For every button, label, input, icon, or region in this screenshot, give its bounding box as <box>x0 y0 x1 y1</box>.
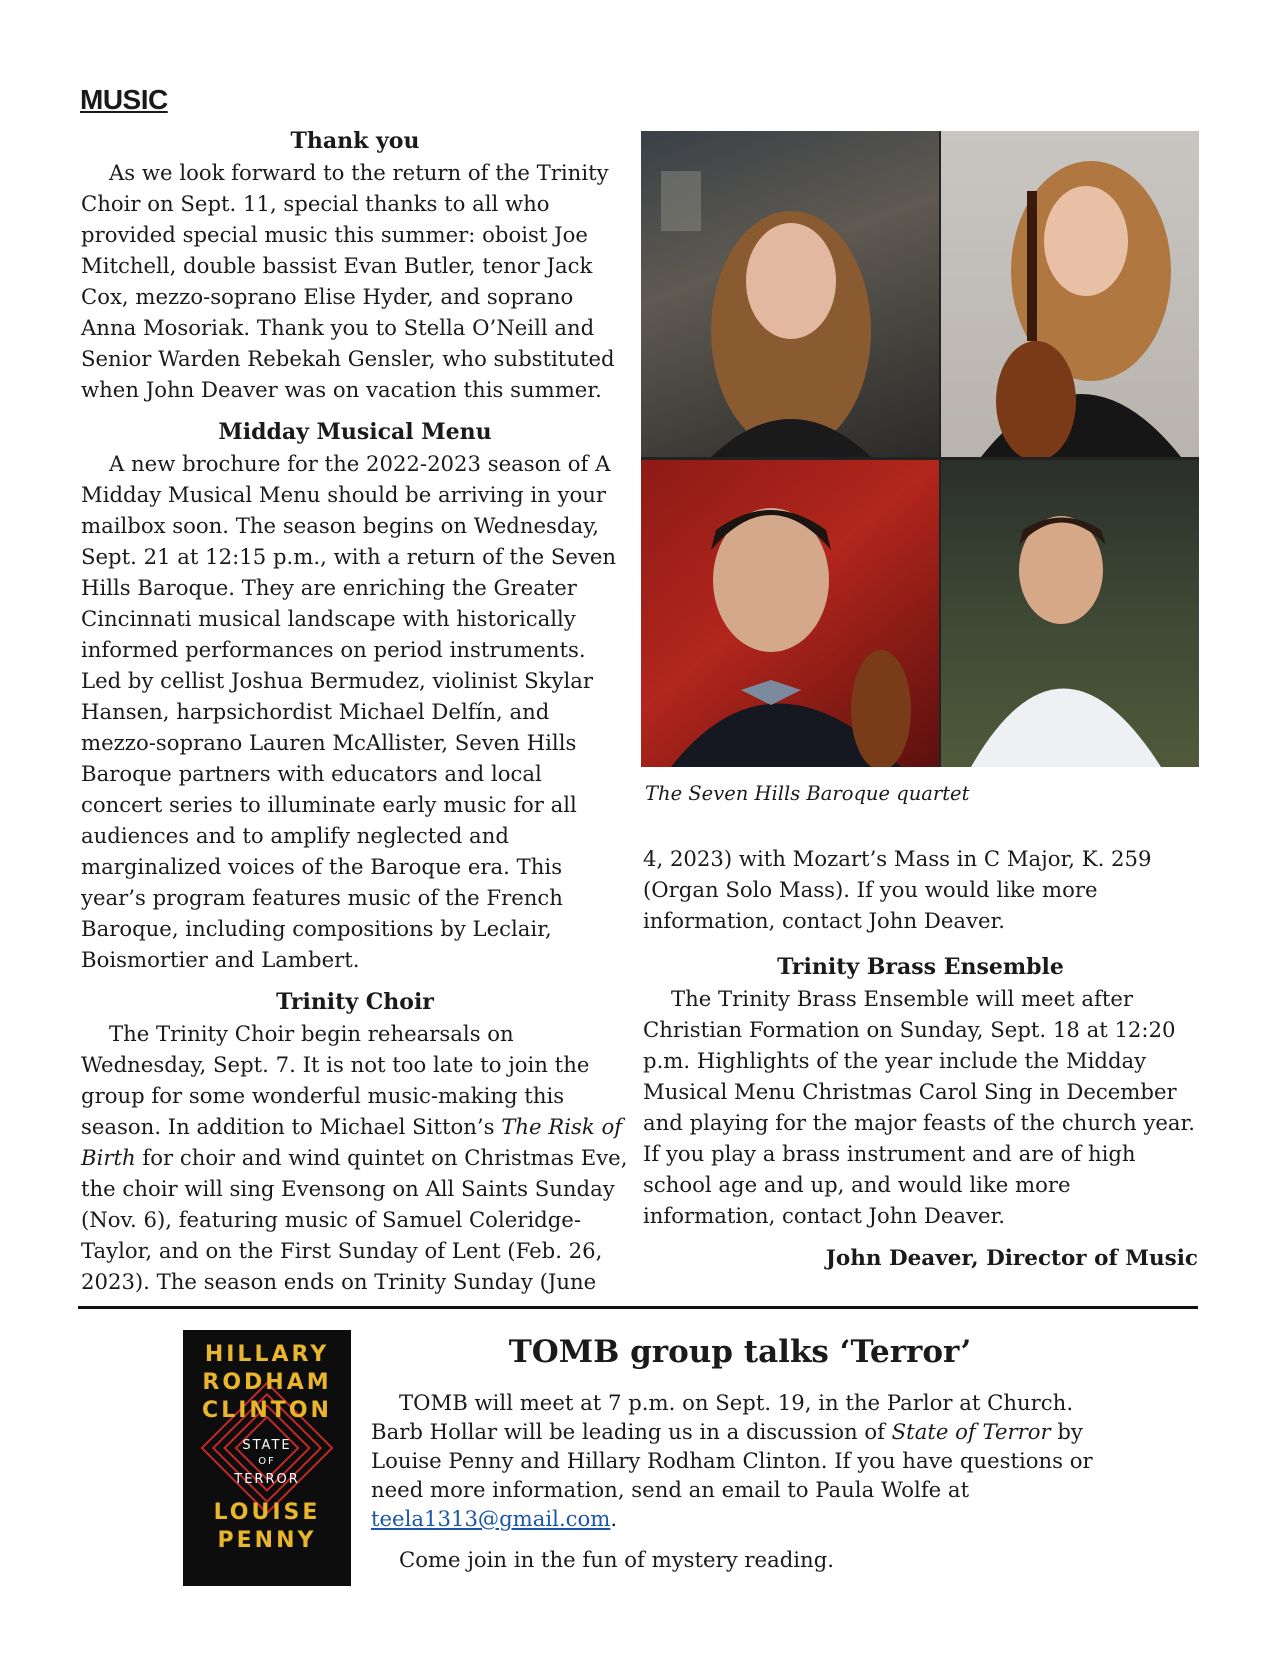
book-cover <box>183 1330 351 1586</box>
choir-heading: Trinity Choir <box>276 989 434 1015</box>
brass-heading: Trinity Brass Ensemble <box>777 954 1064 980</box>
tomb-book-title: State of Terror <box>891 1419 1051 1444</box>
tomb-closing: Come join in the fun of mystery reading. <box>399 1547 835 1572</box>
book-author-line-3: CLINTON <box>202 1398 332 1423</box>
book-author-line-4: LOUISE <box>213 1500 321 1525</box>
book-author-line-5: PENNY <box>217 1528 317 1553</box>
book-author-line-2: RODHAM <box>202 1370 332 1395</box>
choir-body-part-b: for choir and wind quintet on Christmas Eve, the choir will sing Evensong on All Saints Sunday (Nov. 6), featuring music of Samuel Coleridge-Taylor, and on the First Sunday of Lent (Feb. 26, 2023). The season ends on Trinity Sunday (June <box>81 1145 628 1294</box>
quartet-photo-violinist <box>941 131 1199 457</box>
choir-continued: 4, 2023) with Mozart’s Mass in C Major, K. 259 (Organ Solo Mass). If you would like more information, contact John Deaver. <box>643 846 1152 933</box>
choir-work-title: The Risk of Birth <box>81 1114 623 1170</box>
book-title-line-2: OF <box>258 1456 276 1467</box>
section-title: MUSIC <box>80 84 168 115</box>
book-title-line-1: STATE <box>242 1438 292 1453</box>
left-column <box>81 126 629 1309</box>
tomb-paragraph <box>371 1388 1111 1533</box>
thank-you-heading: Thank you <box>290 128 420 154</box>
email-link[interactable]: teela1313@gmail.com <box>371 1506 611 1531</box>
quartet-photo-grid <box>641 131 1199 767</box>
book-title-line-3: TERROR <box>234 1472 300 1487</box>
right-column-brass <box>643 952 1198 1286</box>
signature: John Deaver, Director of Music <box>825 1246 1198 1271</box>
tomb-body-part-c: . <box>610 1506 618 1531</box>
book-author-line-1: HILLARY <box>204 1342 330 1367</box>
thank-you-body: As we look forward to the return of the Trinity Choir on Sept. 11, special thanks to all who provided special music this summer: oboist Joe Mitchell, double bassist Evan Butler, tenor Jack Cox, mezzo-soprano Elise Hyder, and soprano Anna Mosoriak. Thank you to Stella O’Neill and Senior Warden Rebekah Gensler, who substituted when John Deaver was on vacation this summer. <box>81 160 615 402</box>
photo-caption: The Seven Hills Baroque quartet <box>645 782 970 805</box>
choir-body-part-a: The Trinity Choir begin rehearsals on Wednesday, Sept. 7. It is not too late to join the group for some wonderful music-making this season. In addition to Michael Sitton’s <box>81 1021 590 1139</box>
tomb-title: TOMB group talks ‘Terror’ <box>508 1334 972 1370</box>
quartet-photo-cellist <box>641 460 939 767</box>
tomb-body-part-a: TOMB will meet at 7 p.m. on Sept. 19, in the Parlor at Church. Barb Hollar will be leading us in a discussion of <box>371 1390 1074 1444</box>
tomb-body-part-b: by Louise Penny and Hillary Rodham Clinton. If you have questions or need more information, send an email to Paula Wolfe at <box>371 1419 1093 1502</box>
section-divider <box>78 1306 1198 1309</box>
brass-body: The Trinity Brass Ensemble will meet after Christian Formation on Sunday, Sept. 18 at 12:20 p.m. Highlights of the year include the Midday Musical Menu Christmas Carol Sing in December and playing for the major feasts of the church year. If you play a brass instrument and are of high school age and up, and would like more information, contact John Deaver. <box>643 986 1196 1228</box>
tomb-body <box>371 1388 1111 1586</box>
choir-body <box>81 1018 629 1297</box>
right-column-continued <box>643 843 1198 948</box>
midday-body: A new brochure for the 2022-2023 season of A Midday Musical Menu should be arriving in your mailbox soon. The season begins on Wednesday, Sept. 21 at 12:15 p.m., with a return of the Seven Hills Baroque. They are enriching the Greater Cincinnati musical landscape with historically informed performances on period instruments. Led by cellist Joshua Bermudez, violinist Skylar Hansen, harpsichordist Michael Delfín, and mezzo-soprano Lauren McAllister, Seven Hills Baroque partners with educators and local concert series to illuminate early music for all audiences and to amplify neglected and marginalized voices of the Baroque era. This year’s program features music of the French Baroque, including compositions by Leclair, Boismortier and Lambert. <box>81 451 617 972</box>
quartet-photo-singer <box>641 131 939 457</box>
midday-heading: Midday Musical Menu <box>218 419 492 445</box>
quartet-photo-harpsichordist <box>941 460 1199 767</box>
